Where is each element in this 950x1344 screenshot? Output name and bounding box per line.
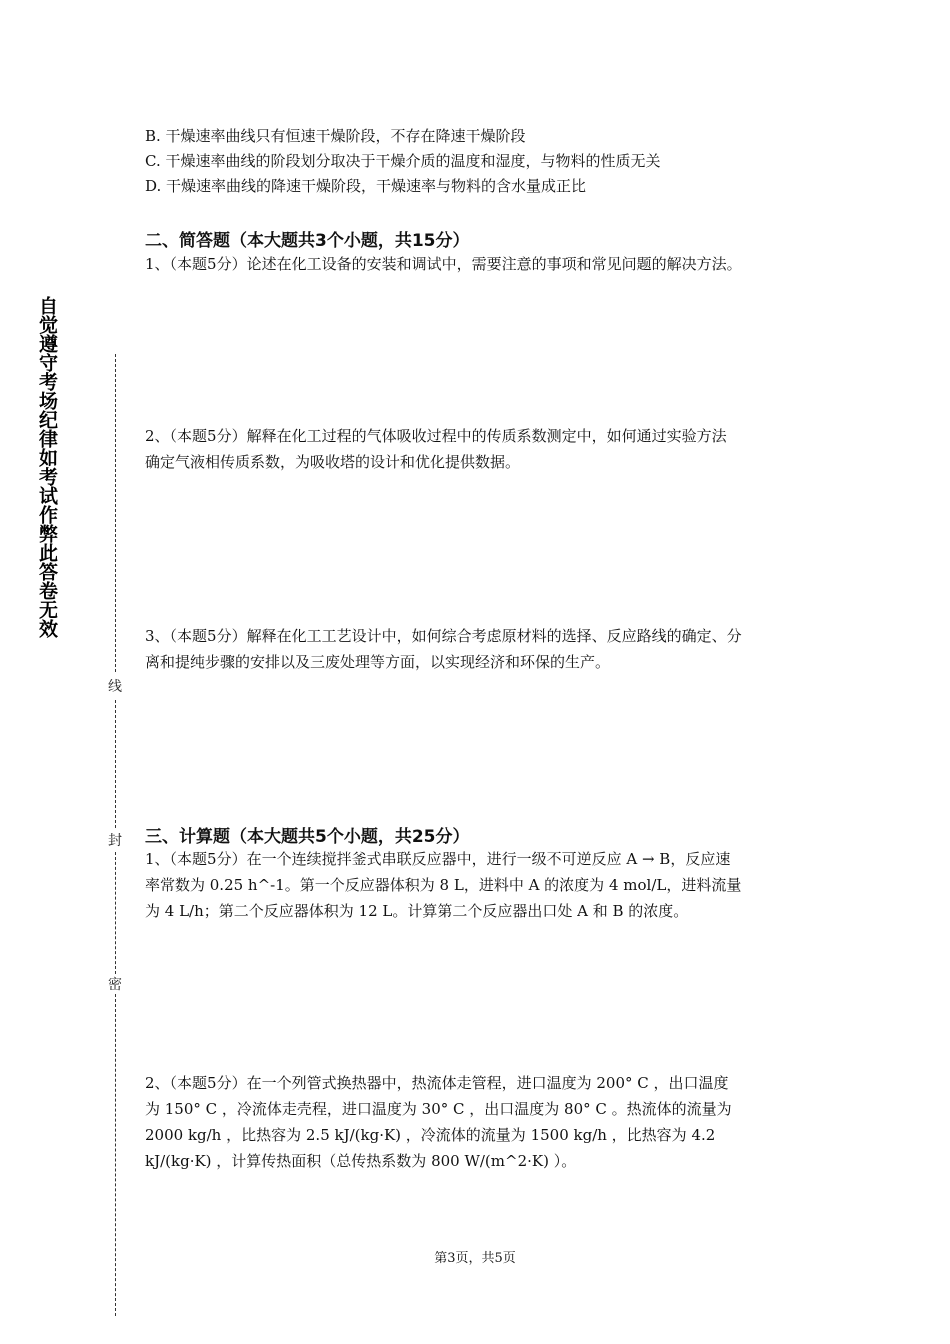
- seal-mark-line: 线: [108, 679, 122, 695]
- question-line: 离和提纯步骤的安排以及三废处理等方面，以实现经济和环保的生产。: [145, 653, 611, 671]
- question-line: 为 4 L/h；第二个反应器体积为 12 L。计算第二个反应器出口处 A 和 B 的浓度。: [145, 902, 689, 920]
- question-line: 1、（本题5分）在一个连续搅拌釜式串联反应器中，进行一级不可逆反应 A → B，反应速: [145, 850, 731, 868]
- question-line: 确定气液相传质系数，为吸收塔的设计和优化提供数据。: [145, 453, 521, 471]
- binding-line-segment: [115, 852, 116, 974]
- option-b: B. 干燥速率曲线只有恒速干燥阶段，不存在降速干燥阶段: [145, 127, 526, 145]
- binding-line-segment: [115, 354, 116, 672]
- question-line: 2、（本题5分）在一个列管式换热器中，热流体走管程，进口温度为 200° C ，出口温度: [145, 1074, 729, 1092]
- seal-mark-dense: 密: [108, 977, 122, 993]
- question-line: 3、（本题5分）解释在化工工艺设计中，如何综合考虑原材料的选择、反应路线的确定、分: [145, 627, 742, 645]
- section-title-calculation: 三、计算题（本大题共5个小题，共25分）: [145, 827, 470, 847]
- question-line: kJ/(kg·K) ，计算传热面积（总传热系数为 800 W/(m^2·K) ）。: [145, 1152, 577, 1170]
- question-line: 为 150° C ，冷流体走壳程，进口温度为 30° C ，出口温度为 80° C 。热流体的流量为: [145, 1100, 732, 1118]
- binding-line-segment: [115, 700, 116, 828]
- question-line: 1、（本题5分）论述在化工设备的安装和调试中，需要注意的事项和常见问题的解决方法。: [145, 255, 742, 273]
- question-line: 2、（本题5分）解释在化工过程的气体吸收过程中的传质系数测定中，如何通过实验方法: [145, 427, 727, 445]
- question-line: 率常数为 0.25 h^-1。第一个反应器体积为 8 L，进料中 A 的浓度为 4 mol/L，进料流量: [145, 876, 742, 894]
- exam-discipline-warning: 自觉遵守考场纪律如考试作弊此答卷无效: [36, 296, 58, 638]
- option-c: C. 干燥速率曲线的阶段划分取决于干燥介质的温度和湿度，与物料的性质无关: [145, 152, 661, 170]
- question-line: 2000 kg/h ，比热容为 2.5 kJ/(kg·K) ，冷流体的流量为 1500 kg/h ，比热容为 4.2: [145, 1126, 716, 1144]
- section-title-short-answer: 二、简答题（本大题共3个小题，共15分）: [145, 231, 470, 251]
- short-answer-question-1: [145, 251, 817, 277]
- short-answer-question-2: [145, 423, 817, 475]
- binding-line-segment: [115, 994, 116, 1316]
- short-answer-question-3: [145, 623, 817, 675]
- page-number: 第3页，共5页: [434, 1251, 516, 1266]
- calculation-question-2: [145, 1070, 817, 1174]
- calculation-question-1: [145, 846, 817, 924]
- seal-mark-seal: 封: [108, 833, 122, 849]
- option-d: D. 干燥速率曲线的降速干燥阶段，干燥速率与物料的含水量成正比: [145, 177, 587, 195]
